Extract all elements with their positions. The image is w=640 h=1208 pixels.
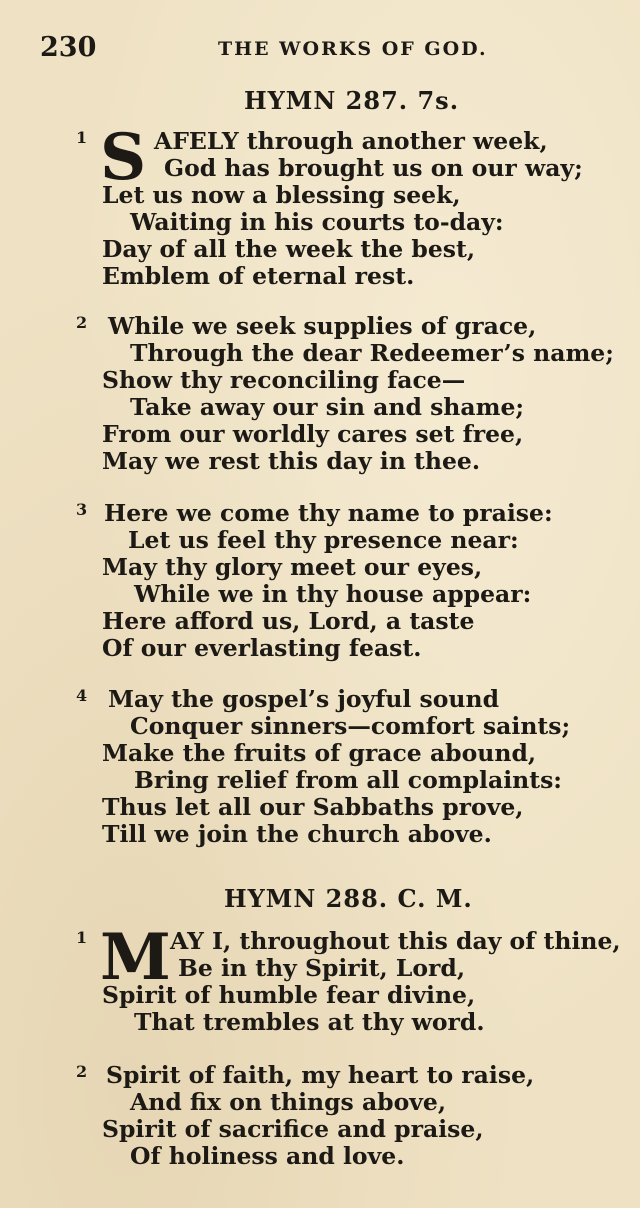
verse-line: Spirit of humble fear divine, [102, 981, 476, 1009]
verse-line: May the gospel’s joyful sound [108, 685, 500, 713]
verse-line: Emblem of eternal rest. [102, 262, 415, 290]
verse-line: AY I, throughout this day of thine, [170, 927, 621, 955]
verse-line: And fix on things above, [130, 1088, 447, 1116]
drop-cap: M [100, 920, 171, 995]
page-number: 230 [40, 32, 97, 63]
verse-line: Bring relief from all complaints: [134, 766, 562, 794]
verse-line: Spirit of faith, my heart to raise, [106, 1061, 535, 1089]
verse-line: Till we join the church above. [102, 820, 492, 848]
stanza-number: 2 [76, 1062, 88, 1081]
verse-line: May thy glory meet our eyes, [102, 553, 483, 581]
verse-line: Thus let all our Sabbaths prove, [102, 793, 524, 821]
verse-line: Of holiness and love. [130, 1142, 405, 1170]
verse-line: God has brought us on our way; [164, 154, 583, 182]
verse-line: Day of all the week the best, [102, 235, 476, 263]
stanza [76, 120, 618, 290]
hymn-title: HYMN 288. C. M. [224, 884, 473, 913]
verse-line: Conquer sinners—comfort saints; [130, 712, 571, 740]
stanza [78, 686, 618, 848]
running-head [38, 30, 598, 70]
stanza-number: 4 [76, 686, 88, 705]
verse-line: Be in thy Spirit, Lord, [178, 954, 466, 982]
stanza [78, 500, 618, 662]
verse-line: Here we come thy name to praise: [104, 499, 553, 527]
stanza-number: 3 [76, 500, 88, 519]
stanza [76, 920, 621, 1036]
verse-line: Here afford us, Lord, a taste [102, 607, 475, 635]
verse-line: Of our everlasting feast. [102, 634, 422, 662]
verse-line: Spirit of sacrifice and praise, [102, 1115, 484, 1143]
verse-line: From our worldly cares set free, [102, 420, 524, 448]
stanza-number: 1 [76, 128, 88, 147]
verse-line: Waiting in his courts to-day: [130, 208, 504, 236]
stanza-number: 1 [76, 928, 88, 947]
running-title: THE WORKS OF GOD. [218, 38, 488, 60]
verse-line: Through the dear Redeemer’s name; [130, 339, 614, 367]
verse-line: Make the fruits of grace abound, [102, 739, 537, 767]
verse-line: AFELY through another week, [154, 127, 548, 155]
stanza [78, 313, 618, 475]
verse-line: Let us feel thy presence near: [128, 526, 519, 554]
stanza [78, 1062, 618, 1170]
verse-line: That trembles at thy word. [134, 1008, 485, 1036]
verse-line: While we in thy house appear: [134, 580, 532, 608]
verse-line: Show thy reconciling face— [102, 366, 466, 394]
drop-cap: S [100, 120, 147, 195]
stanza-number: 2 [76, 313, 88, 332]
verse-line: May we rest this day in thee. [102, 447, 481, 475]
verse-line: Take away our sin and shame; [130, 393, 525, 421]
verse-line: While we seek supplies of grace, [108, 312, 537, 340]
verse-line: Let us now a blessing seek, [102, 181, 461, 209]
hymn-title: HYMN 287. 7s. [244, 86, 460, 115]
